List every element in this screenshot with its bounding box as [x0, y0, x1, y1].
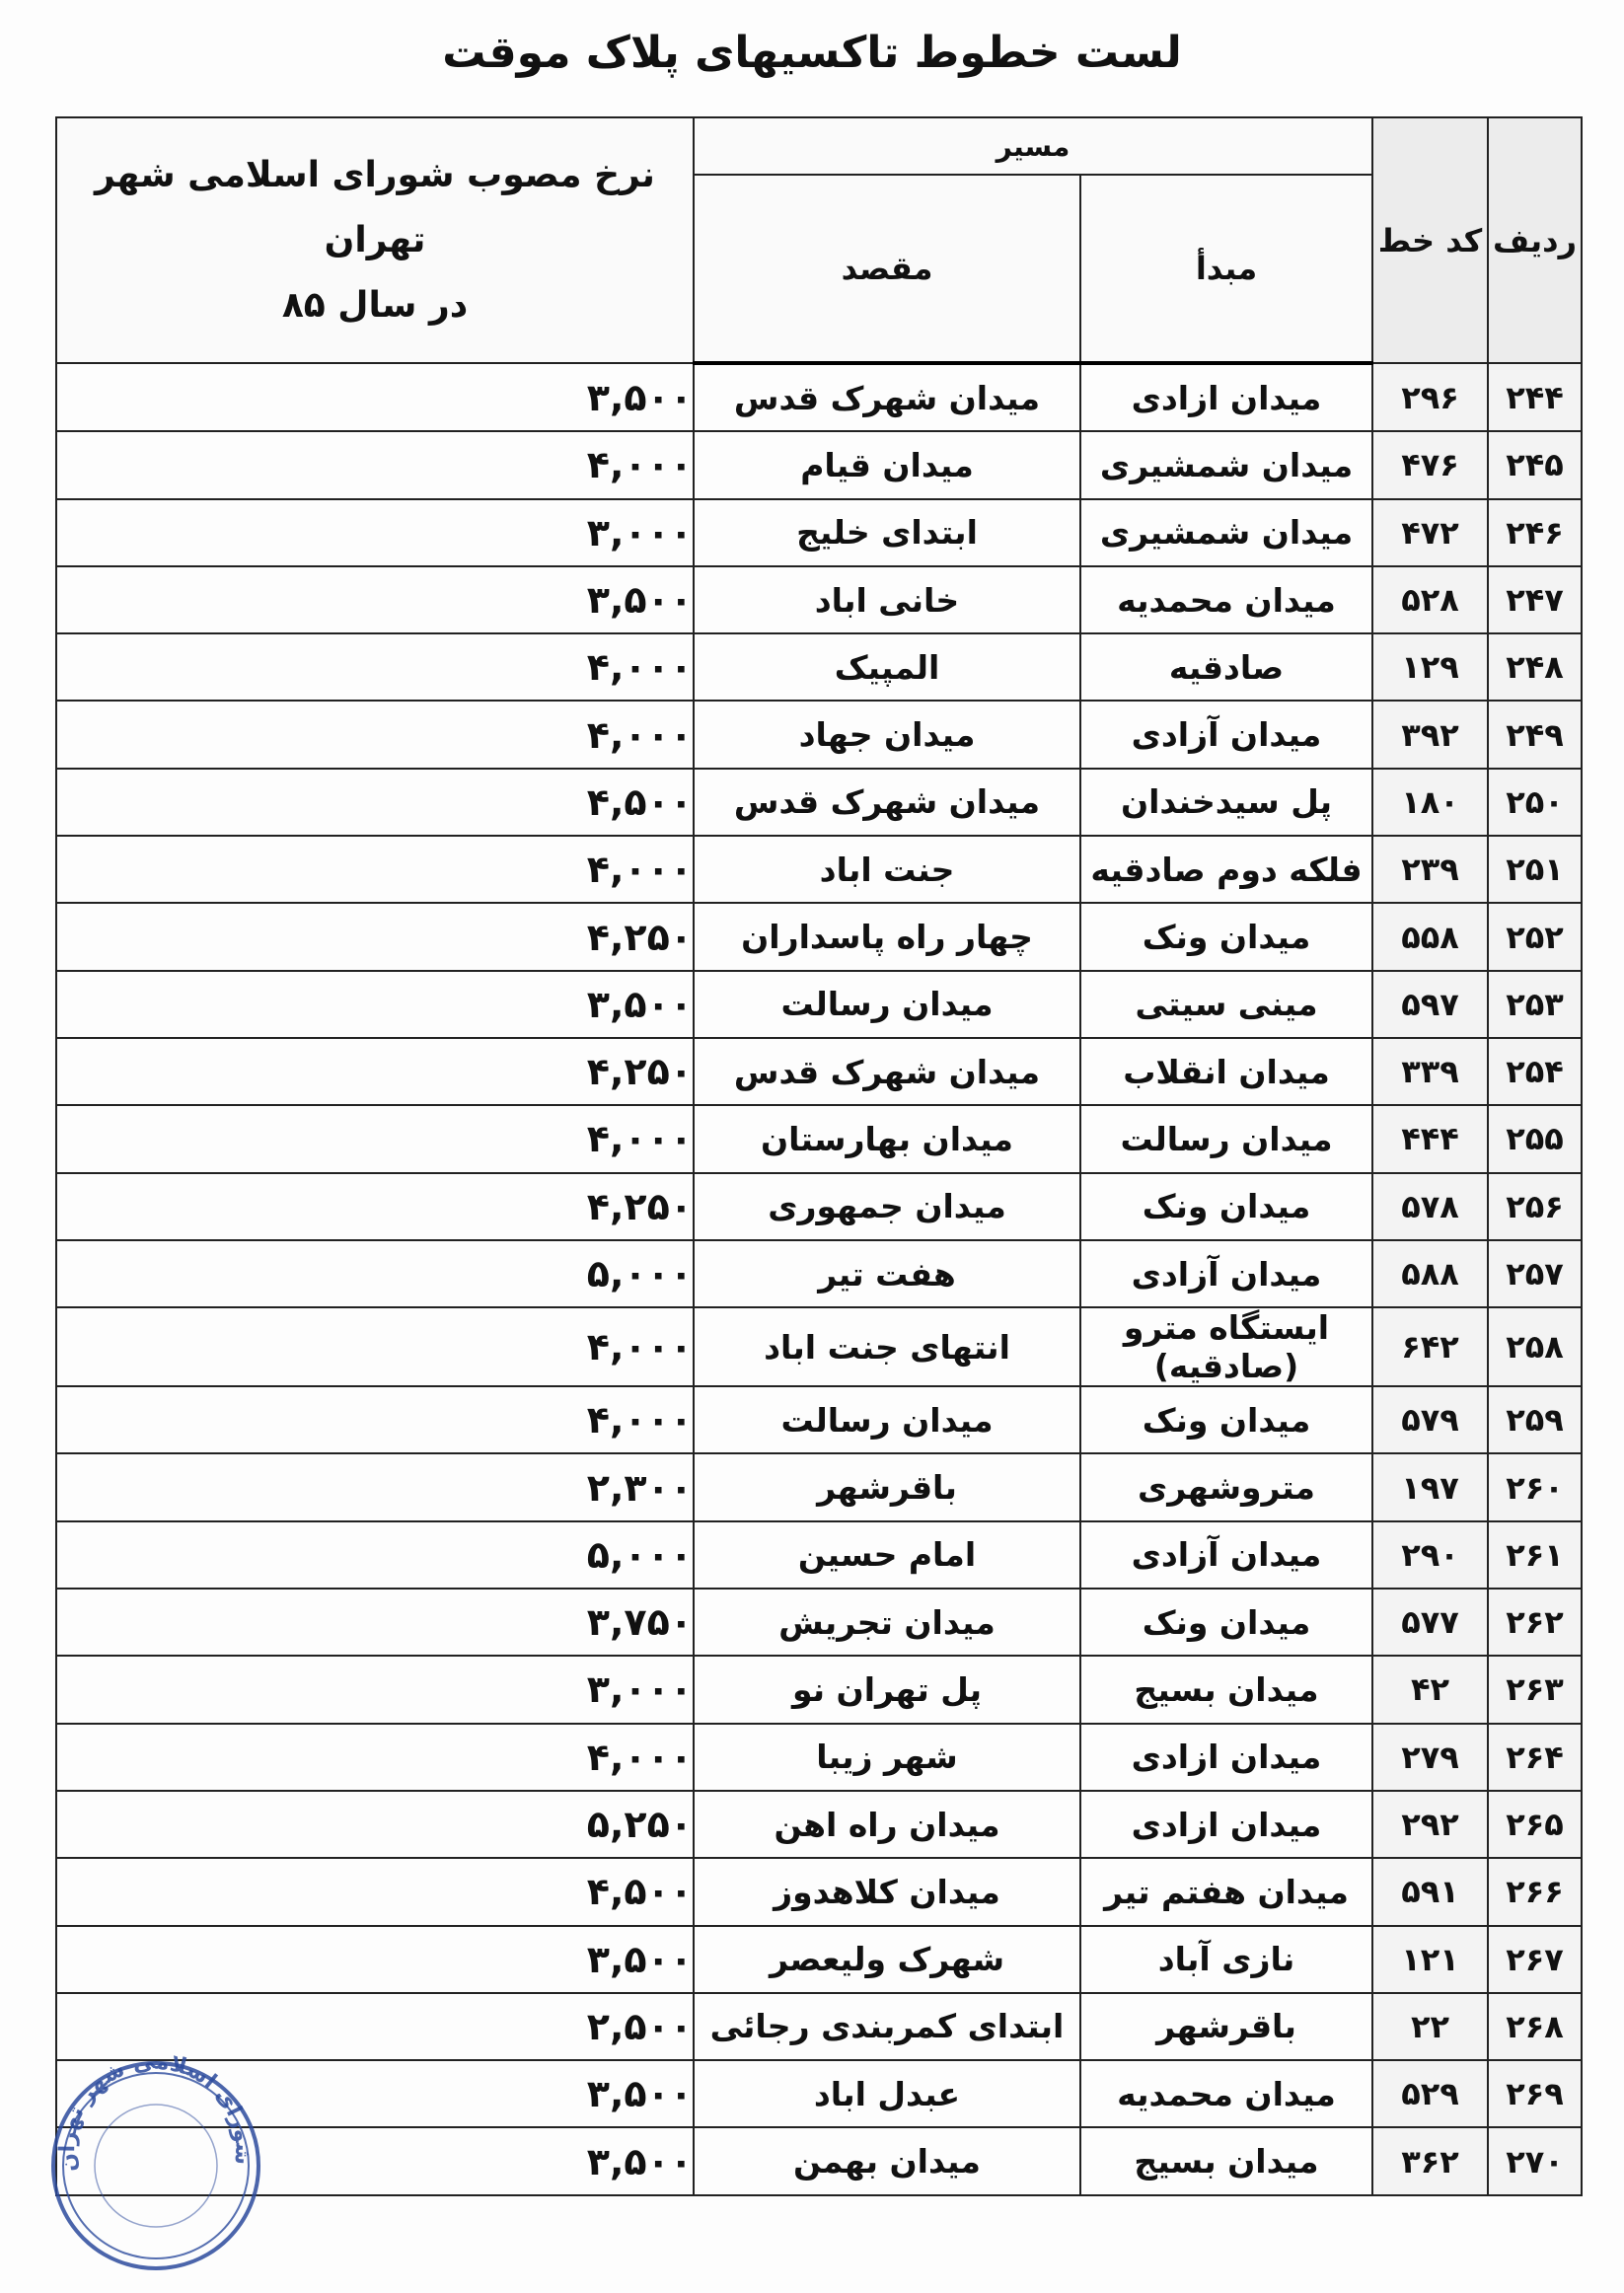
- cell-row-number: ۲۵۲: [1488, 903, 1582, 970]
- header-origin: مبدأ: [1080, 175, 1372, 363]
- table-row: [56, 1386, 1582, 1453]
- cell-origin: میدان ازادی: [1080, 363, 1372, 431]
- cell-destination: میدان راه اهن: [694, 1791, 1080, 1858]
- cell-line-code: ۴۷۶: [1372, 431, 1488, 498]
- cell-fare: [56, 1173, 694, 1240]
- cell-destination: میدان بهارستان: [694, 1105, 1080, 1172]
- cell-line-code: ۲۹۰: [1372, 1521, 1488, 1589]
- cell-row-number: ۲۵۱: [1488, 836, 1582, 903]
- cell-origin: مینی سیتی: [1080, 971, 1372, 1038]
- fare-value: ۴,۰۰۰: [586, 645, 693, 690]
- cell-line-code: ۵۷۷: [1372, 1589, 1488, 1656]
- cell-fare: [56, 1926, 694, 1993]
- cell-destination: میدان رسالت: [694, 971, 1080, 1038]
- cell-origin: میدان انقلاب: [1080, 1038, 1372, 1105]
- cell-row-number: ۲۷۰: [1488, 2127, 1582, 2194]
- cell-destination: خانی اباد: [694, 566, 1080, 633]
- cell-origin: متروشهری: [1080, 1453, 1372, 1520]
- cell-row-number: ۲۵۵: [1488, 1105, 1582, 1172]
- council-seal-stamp: [37, 2047, 274, 2274]
- table-row: [56, 2127, 1582, 2194]
- cell-destination: شهرک ولیعصر: [694, 1926, 1080, 1993]
- table-row: [56, 2060, 1582, 2127]
- table-row: [56, 363, 1582, 431]
- cell-row-number: ۲۵۳: [1488, 971, 1582, 1038]
- cell-destination: میدان جمهوری: [694, 1173, 1080, 1240]
- cell-line-code: ۱۹۷: [1372, 1453, 1488, 1520]
- cell-line-code: ۶۴۲: [1372, 1307, 1488, 1386]
- cell-origin: میدان ونک: [1080, 1589, 1372, 1656]
- cell-fare: [56, 633, 694, 701]
- table-row: [56, 1453, 1582, 1520]
- table-body: [56, 363, 1582, 2195]
- cell-destination: میدان شهرک قدس: [694, 1038, 1080, 1105]
- cell-row-number: ۲۶۱: [1488, 1521, 1582, 1589]
- cell-fare: [56, 903, 694, 970]
- cell-line-code: ۵۷۹: [1372, 1386, 1488, 1453]
- cell-row-number: ۲۶۵: [1488, 1791, 1582, 1858]
- cell-row-number: ۲۴۵: [1488, 431, 1582, 498]
- cell-row-number: ۲۶۲: [1488, 1589, 1582, 1656]
- header-row-number: ردیف: [1488, 117, 1582, 363]
- cell-destination: میدان جهاد: [694, 701, 1080, 768]
- cell-line-code: ۳۹۲: [1372, 701, 1488, 768]
- cell-line-code: ۴۷۲: [1372, 499, 1488, 566]
- cell-destination: ابتدای کمربندی رجائی: [694, 1993, 1080, 2060]
- cell-fare: [56, 1307, 694, 1386]
- cell-fare: [56, 499, 694, 566]
- cell-row-number: ۲۵۹: [1488, 1386, 1582, 1453]
- table-row: [56, 1521, 1582, 1589]
- cell-row-number: ۲۵۷: [1488, 1240, 1582, 1307]
- cell-line-code: ۵۹۷: [1372, 971, 1488, 1038]
- cell-origin: میدان شمشیری: [1080, 431, 1372, 498]
- fare-value: ۴,۲۵۰: [586, 1184, 693, 1228]
- cell-line-code: ۵۹۱: [1372, 1858, 1488, 1925]
- cell-origin: ایستگاه مترو (صادقیه): [1080, 1307, 1372, 1386]
- table-row: [56, 431, 1582, 498]
- cell-origin: میدان محمدیه: [1080, 566, 1372, 633]
- cell-row-number: ۲۶۳: [1488, 1656, 1582, 1723]
- table-row: [56, 1993, 1582, 2060]
- header-line-code: کد خط: [1372, 117, 1488, 363]
- fare-value: ۳,۰۰۰: [586, 1667, 693, 1712]
- fare-value: ۴,۰۰۰: [586, 712, 693, 757]
- fare-value: ۴,۲۵۰: [586, 915, 693, 959]
- cell-line-code: ۵۷۸: [1372, 1173, 1488, 1240]
- fare-value: ۳,۵۰۰: [586, 2139, 693, 2183]
- cell-origin: میدان ونک: [1080, 1386, 1372, 1453]
- cell-fare: [56, 566, 694, 633]
- cell-line-code: ۱۲۱: [1372, 1926, 1488, 1993]
- cell-fare: [56, 1589, 694, 1656]
- cell-row-number: ۲۵۸: [1488, 1307, 1582, 1386]
- cell-line-code: ۳۳۹: [1372, 1038, 1488, 1105]
- cell-destination: پل تهران نو: [694, 1656, 1080, 1723]
- fare-value: ۴,۵۰۰: [586, 1870, 693, 1914]
- fare-value: ۴,۰۰۰: [586, 1398, 693, 1442]
- cell-row-number: ۲۴۹: [1488, 701, 1582, 768]
- cell-origin: فلکه دوم صادقیه: [1080, 836, 1372, 903]
- cell-destination: چهار راه پاسداران: [694, 903, 1080, 970]
- cell-destination: ابتدای خلیج: [694, 499, 1080, 566]
- cell-fare: [56, 1656, 694, 1723]
- header-fare: [56, 117, 694, 363]
- table-row: [56, 1724, 1582, 1791]
- cell-line-code: ۲۳۹: [1372, 836, 1488, 903]
- fare-value: ۲,۳۰۰: [586, 1465, 693, 1510]
- cell-fare: [56, 769, 694, 836]
- cell-fare: [56, 1105, 694, 1172]
- cell-row-number: ۲۶۰: [1488, 1453, 1582, 1520]
- cell-origin: پل سیدخندان: [1080, 769, 1372, 836]
- cell-origin: صادقیه: [1080, 633, 1372, 701]
- table-row: [56, 633, 1582, 701]
- fare-value: ۵,۲۵۰: [586, 1803, 693, 1847]
- svg-text:شورای اسلامی شهر تهران: شورای اسلامی شهر تهران: [54, 2049, 256, 2175]
- cell-row-number: ۲۴۴: [1488, 363, 1582, 431]
- cell-destination: میدان رسالت: [694, 1386, 1080, 1453]
- cell-origin: میدان بسیج: [1080, 1656, 1372, 1723]
- cell-destination: باقرشهر: [694, 1453, 1080, 1520]
- cell-origin: میدان بسیج: [1080, 2127, 1372, 2194]
- cell-row-number: ۲۶۹: [1488, 2060, 1582, 2127]
- cell-line-code: ۱۲۹: [1372, 633, 1488, 701]
- table-row: [56, 1589, 1582, 1656]
- fare-value: ۴,۰۰۰: [586, 443, 693, 487]
- fare-value: ۳,۰۰۰: [586, 510, 693, 555]
- cell-destination: میدان قیام: [694, 431, 1080, 498]
- cell-destination: میدان بهمن: [694, 2127, 1080, 2194]
- cell-row-number: ۲۴۸: [1488, 633, 1582, 701]
- fare-value: ۳,۵۰۰: [586, 1937, 693, 1981]
- table-row: [56, 971, 1582, 1038]
- table-row: [56, 499, 1582, 566]
- cell-line-code: ۵۵۸: [1372, 903, 1488, 970]
- cell-line-code: ۲۹۶: [1372, 363, 1488, 431]
- cell-fare: [56, 1858, 694, 1925]
- cell-fare: [56, 1240, 694, 1307]
- cell-line-code: ۲۹۲: [1372, 1791, 1488, 1858]
- fare-value: ۴,۰۰۰: [586, 1117, 693, 1161]
- cell-destination: شهر زیبا: [694, 1724, 1080, 1791]
- fare-value: ۳,۵۰۰: [586, 982, 693, 1026]
- cell-fare: [56, 971, 694, 1038]
- cell-destination: المپیک: [694, 633, 1080, 701]
- cell-line-code: ۲۷۹: [1372, 1724, 1488, 1791]
- cell-fare: [56, 701, 694, 768]
- cell-line-code: ۳۶۲: [1372, 2127, 1488, 2194]
- fare-value: ۳,۵۰۰: [586, 375, 693, 419]
- cell-destination: میدان شهرک قدس: [694, 769, 1080, 836]
- table-row: [56, 903, 1582, 970]
- cell-origin: میدان محمدیه: [1080, 2060, 1372, 2127]
- cell-origin: میدان ازادی: [1080, 1791, 1372, 1858]
- fare-value: ۳,۷۵۰: [586, 1600, 693, 1645]
- cell-fare: [56, 1038, 694, 1105]
- cell-origin: میدان هفتم تیر: [1080, 1858, 1372, 1925]
- cell-row-number: ۲۵۰: [1488, 769, 1582, 836]
- cell-fare: [56, 1453, 694, 1520]
- taxi-lines-table: [55, 116, 1583, 2196]
- cell-fare: [56, 1791, 694, 1858]
- cell-row-number: ۲۴۶: [1488, 499, 1582, 566]
- table-row: [56, 1240, 1582, 1307]
- table-row: [56, 1656, 1582, 1723]
- cell-fare: [56, 1724, 694, 1791]
- cell-destination: میدان تجریش: [694, 1589, 1080, 1656]
- fare-value: ۳,۵۰۰: [586, 578, 693, 623]
- fare-value: ۴,۰۰۰: [586, 1735, 693, 1779]
- cell-origin: میدان رسالت: [1080, 1105, 1372, 1172]
- cell-fare: [56, 363, 694, 431]
- cell-fare: [56, 431, 694, 498]
- cell-row-number: ۲۶۷: [1488, 1926, 1582, 1993]
- fare-value: ۴,۵۰۰: [586, 779, 693, 824]
- table-row: [56, 1307, 1582, 1386]
- cell-destination: میدان شهرک قدس: [694, 363, 1080, 431]
- cell-line-code: ۵۲۹: [1372, 2060, 1488, 2127]
- cell-destination: میدان کلاهدوز: [694, 1858, 1080, 1925]
- header-route: مسیر: [694, 117, 1372, 175]
- cell-line-code: ۱۸۰: [1372, 769, 1488, 836]
- cell-origin: میدان ونک: [1080, 903, 1372, 970]
- table-row: [56, 1105, 1582, 1172]
- cell-destination: انتهای جنت اباد: [694, 1307, 1080, 1386]
- cell-fare: [56, 836, 694, 903]
- cell-row-number: ۲۴۷: [1488, 566, 1582, 633]
- fare-value: ۵,۰۰۰: [586, 1532, 693, 1577]
- cell-origin: میدان ونک: [1080, 1173, 1372, 1240]
- cell-origin: میدان شمشیری: [1080, 499, 1372, 566]
- table-row: [56, 566, 1582, 633]
- table-header: [56, 117, 1582, 363]
- cell-line-code: ۵۸۸: [1372, 1240, 1488, 1307]
- cell-row-number: ۲۵۶: [1488, 1173, 1582, 1240]
- page-title: لست خطوط تاکسیهای پلاک موقت: [442, 28, 1182, 78]
- cell-destination: امام حسین: [694, 1521, 1080, 1589]
- cell-row-number: ۲۶۴: [1488, 1724, 1582, 1791]
- fare-value: ۳,۵۰۰: [586, 2072, 693, 2116]
- header-fare-line2: در سال ۸۵: [281, 284, 469, 326]
- header-destination: مقصد: [694, 175, 1080, 363]
- cell-origin: میدان ازادی: [1080, 1724, 1372, 1791]
- fare-value: ۵,۰۰۰: [586, 1252, 693, 1295]
- cell-line-code: ۲۲: [1372, 1993, 1488, 2060]
- cell-fare: [56, 1386, 694, 1453]
- cell-origin: نازی آباد: [1080, 1926, 1372, 1993]
- cell-origin: میدان آزادی: [1080, 701, 1372, 768]
- cell-origin: باقرشهر: [1080, 1993, 1372, 2060]
- cell-destination: جنت اباد: [694, 836, 1080, 903]
- table-row: [56, 701, 1582, 768]
- fare-value: ۲,۵۰۰: [586, 2004, 693, 2048]
- cell-row-number: ۲۵۴: [1488, 1038, 1582, 1105]
- table-row: [56, 1858, 1582, 1925]
- fare-value: ۴,۰۰۰: [586, 1325, 693, 1369]
- table-row: [56, 1173, 1582, 1240]
- cell-origin: میدان آزادی: [1080, 1240, 1372, 1307]
- header-fare-line1: نرخ مصوب شورای اسلامی شهر تهران: [95, 154, 655, 260]
- cell-destination: هفت تیر: [694, 1240, 1080, 1307]
- cell-line-code: ۵۲۸: [1372, 566, 1488, 633]
- cell-row-number: ۲۶۶: [1488, 1858, 1582, 1925]
- cell-destination: عبدل اباد: [694, 2060, 1080, 2127]
- cell-row-number: ۲۶۸: [1488, 1993, 1582, 2060]
- fare-value: ۴,۲۵۰: [586, 1050, 693, 1094]
- table-row: [56, 836, 1582, 903]
- cell-line-code: ۴۴۴: [1372, 1105, 1488, 1172]
- fare-value: ۴,۰۰۰: [586, 848, 693, 892]
- cell-fare: [56, 1521, 694, 1589]
- table-row: [56, 769, 1582, 836]
- cell-line-code: ۴۲: [1372, 1656, 1488, 1723]
- table-row: [56, 1791, 1582, 1858]
- cell-origin: میدان آزادی: [1080, 1521, 1372, 1589]
- table-row: [56, 1038, 1582, 1105]
- table-row: [56, 1926, 1582, 1993]
